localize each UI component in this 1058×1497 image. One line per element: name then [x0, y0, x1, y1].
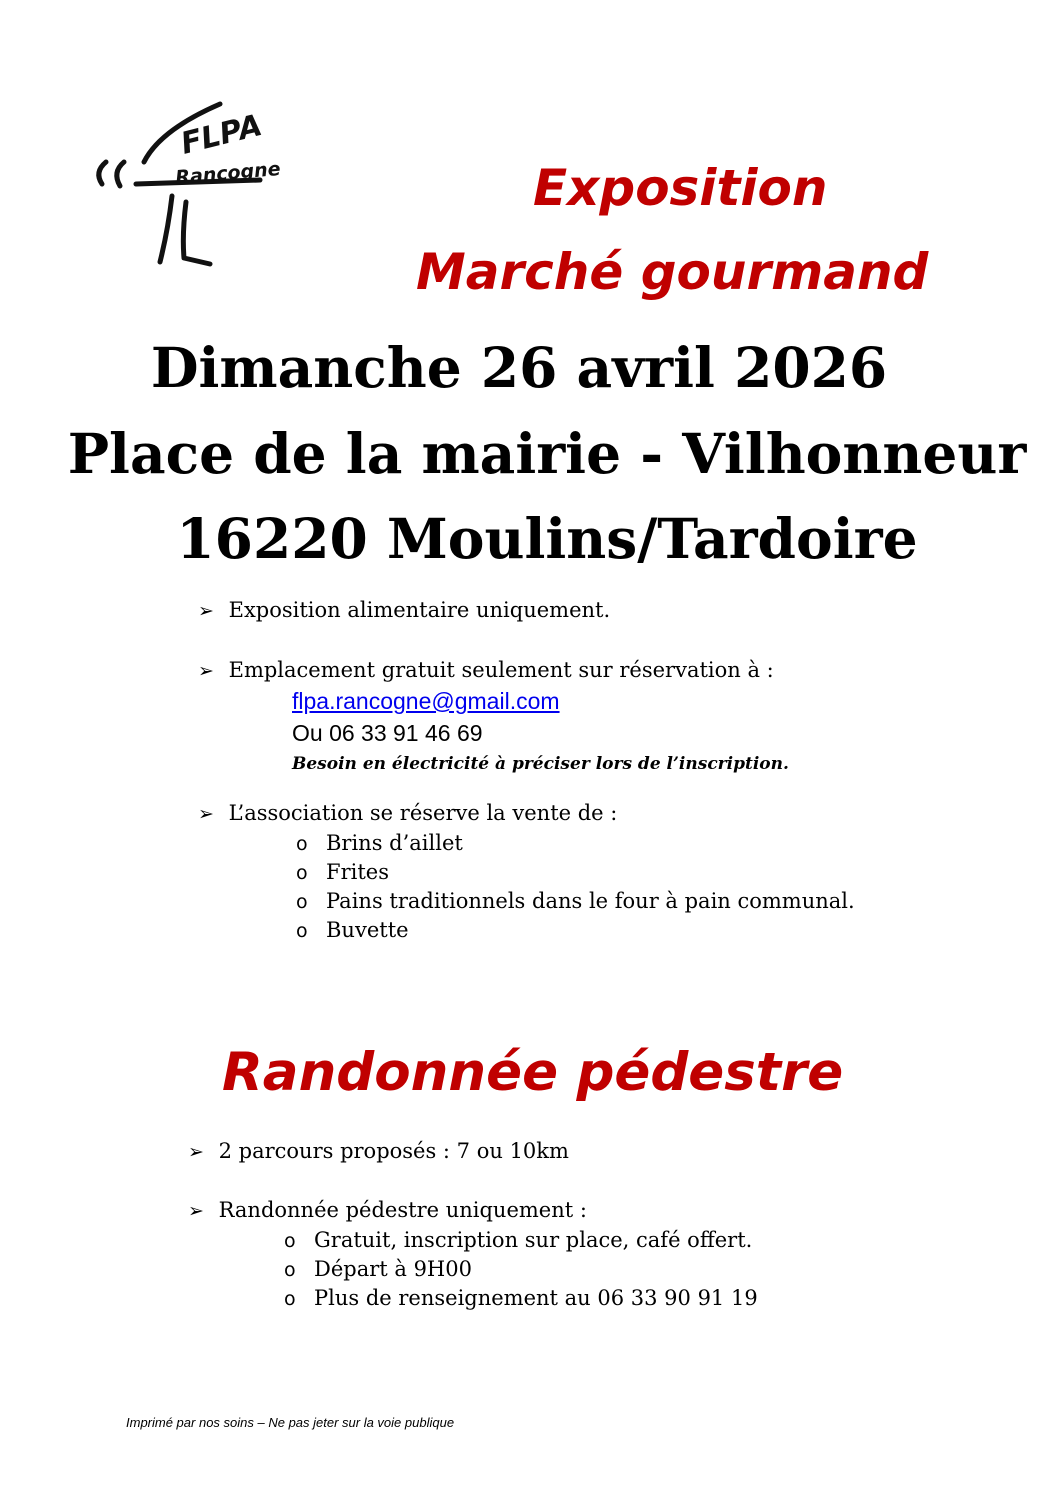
- arrow-bullet-icon: ➢: [198, 660, 214, 682]
- marche-title-clip: [400, 238, 1000, 302]
- sales-item: [296, 916, 409, 945]
- logo-text-rancogne: Rancogne: [174, 157, 282, 189]
- event-date: Dimanche 26 avril 2026: [150, 335, 888, 400]
- circle-bullet-icon: o: [296, 833, 308, 855]
- circle-bullet-icon: o: [284, 1259, 296, 1281]
- rando-detail-text: Plus de renseignement au 06 33 90 91 19: [314, 1286, 758, 1310]
- phone-number: Ou 06 33 91 46 69: [292, 720, 483, 746]
- expo-item-text: Emplacement gratuit seulement sur réservation à :: [228, 658, 774, 682]
- sales-item-text: Brins d’aillet: [326, 831, 463, 855]
- marche-gourmand-title: Marché gourmand: [416, 243, 929, 301]
- rando-item-text: 2 parcours proposés : 7 ou 10km: [218, 1139, 569, 1163]
- event-place: Place de la mairie - Vilhonneur: [67, 421, 1027, 486]
- rando-detail: [284, 1284, 758, 1313]
- sales-item: [296, 829, 463, 858]
- arrow-bullet-icon: ➢: [188, 1141, 204, 1163]
- rando-detail: [284, 1255, 472, 1284]
- expo-bullet-2: [198, 656, 774, 685]
- sales-item-text: Buvette: [326, 918, 409, 942]
- rando-bullet-2: [188, 1196, 587, 1225]
- rando-detail: [284, 1226, 753, 1255]
- event-city: 16220 Moulins/Tardoire: [176, 506, 918, 571]
- sales-item-text: Pains traditionnels dans le four à pain communal.: [326, 889, 855, 913]
- sales-item-text: Frites: [326, 860, 389, 884]
- arrow-bullet-icon: ➢: [198, 803, 214, 825]
- circle-bullet-icon: o: [284, 1230, 296, 1252]
- circle-bullet-icon: o: [296, 891, 308, 913]
- expo-item-text: Exposition alimentaire uniquement.: [228, 598, 611, 622]
- expo-bullet-1: [198, 596, 610, 625]
- circle-bullet-icon: o: [284, 1288, 296, 1310]
- randonnee-title: Randonnée pédestre: [222, 1042, 844, 1103]
- arrow-bullet-icon: ➢: [188, 1200, 204, 1222]
- expo-item-text: L’association se réserve la vente de :: [228, 801, 618, 825]
- circle-bullet-icon: o: [296, 862, 308, 884]
- expo-bullet-3: [198, 799, 617, 828]
- sales-item: [296, 887, 855, 916]
- circle-bullet-icon: o: [296, 920, 308, 942]
- flpa-logo: [88, 84, 314, 274]
- exposition-title: Exposition: [533, 159, 828, 217]
- rando-detail-text: Gratuit, inscription sur place, café offert.: [314, 1228, 753, 1252]
- logo-text-flpa: FLPA: [177, 107, 266, 162]
- footer-note: Imprimé par nos soins – Ne pas jeter sur la voie publique: [126, 1415, 455, 1430]
- rando-bullet-1: [188, 1137, 569, 1166]
- arrow-bullet-icon: ➢: [198, 600, 214, 622]
- sales-item: [296, 858, 389, 887]
- email-link[interactable]: flpa.rancogne@gmail.com: [292, 688, 560, 714]
- rando-detail-text: Départ à 9H00: [314, 1257, 472, 1281]
- rando-item-text: Randonnée pédestre uniquement :: [218, 1198, 587, 1222]
- electricity-note: Besoin en électricité à préciser lors de l’inscription.: [292, 754, 789, 774]
